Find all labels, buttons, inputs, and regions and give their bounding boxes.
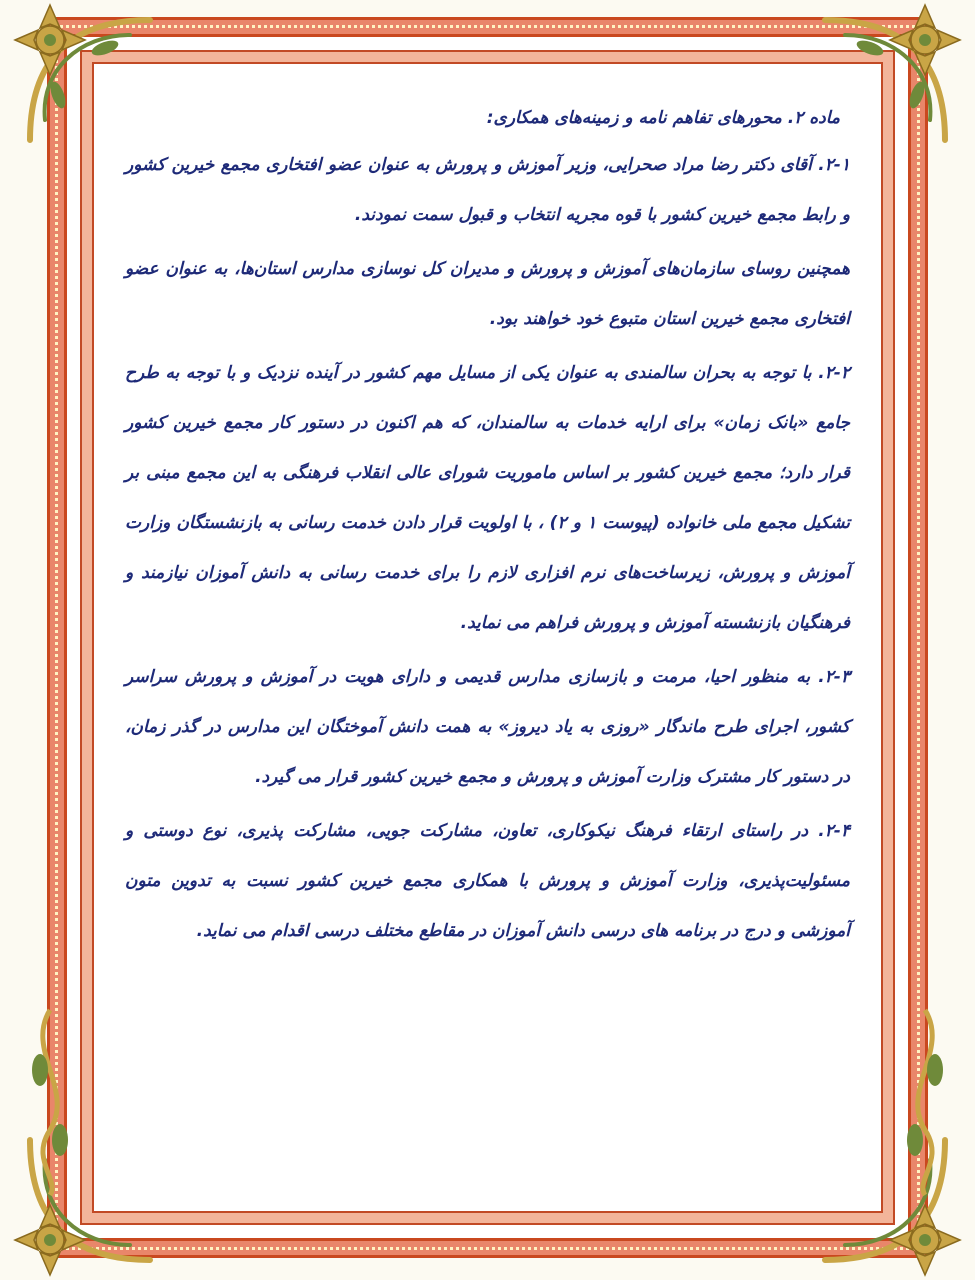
- side-scroll-ornament-icon: [895, 1000, 955, 1200]
- side-scroll-ornament-icon: [20, 1000, 80, 1200]
- paragraph-2-1-continued: همچنین روسای سازمان‌های آموزش و پرورش و مدیران کل نوسازی مدارس استان‌ها، به عنوان عضو افتخاری مجمع خیرین استان متبوع خود خواهند بود.: [125, 259, 850, 329]
- paragraph-2-2: ۲-۲. با توجه به بحران سالمندی به عنوان یکی از مسایل مهم کشور در آینده نزدیک و با توجه به طرح جامع «بانک زمان» برای ارایه خدمات به سالمندان، که هم اکنون در دستور کار مجمع خیرین کشور قرار دارد؛ مجمع خیرین کشور بر اساس ماموریت شورای عالی انقلاب فرهنگی به این مجمع مبنی بر تشکیل مجمع ملی خانواده (پیوست ۱ و ۲) ، با اولویت قرار دادن خدمت رسانی به بازنشستگان وزارت آموزش و پرورش، زیرساخت‌های نرم افزاری لازم را برای خدمت رسانی به دانش آموزان نیازمند و فرهنگیان بازنشسته آموزش و پرورش فراهم می نماید.: [125, 363, 850, 633]
- article-heading: ماده ۲. محورهای تفاهم نامه و زمینه‌های همکاری:: [486, 108, 840, 128]
- paragraph-2-1: ۲-۱. آقای دکتر رضا مراد صحرایی، وزیر آموزش و پرورش به عنوان عضو افتخاری مجمع خیرین کشور و رابط مجمع خیرین کشور با قوه مجریه انتخاب و قبول سمت نمودند.: [125, 155, 850, 225]
- document-body: [125, 100, 850, 956]
- paragraph-2-4: ۲-۴. در راستای ارتقاء فرهنگ نیکوکاری، تعاون، مشارکت جویی، مشارکت پذیری، نوع دوستی و مسئولیت‌پذیری، وزارت آموزش و پرورش با همکاری مجمع خیرین کشور نسبت به تدوین متون آموزشی و درج در برنامه های درسی دانش آموزان در مقاطع مختلف درسی اقدام می نماید.: [125, 821, 850, 941]
- paragraph-2-3: ۲-۳. به منظور احیا، مرمت و بازسازی مدارس قدیمی و دارای هویت در آموزش و پرورش سراسر کشور، اجرای طرح ماندگار «روزی به یاد دیروز» به همت دانش آموختگان این مدارس در گذر زمان، در دستور کار مشترک وزارت آموزش و پرورش و مجمع خیرین کشور قرار می گیرد.: [125, 667, 850, 787]
